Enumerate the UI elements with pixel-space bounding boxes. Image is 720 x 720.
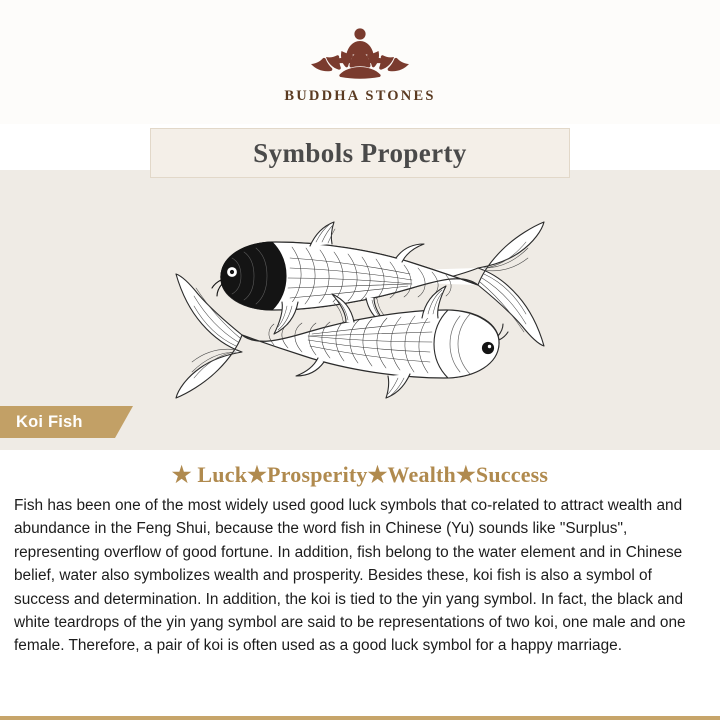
lotus-meditation-icon <box>297 20 423 84</box>
illustration-container <box>160 180 560 440</box>
page-title: Symbols Property <box>253 137 467 168</box>
brand-name: BUDDHA STONES <box>284 88 436 104</box>
caption-label: Koi Fish <box>16 412 83 431</box>
bottom-accent-bar <box>0 716 720 720</box>
title-band-wrapper <box>0 128 720 178</box>
keywords-line: ★ Luck★Prosperity★Wealth★Success <box>171 462 549 487</box>
caption-tag <box>0 406 115 438</box>
description-paragraph: Fish has been one of the most widely used good luck symbols that co-related to attract wealth and abundance in the Feng Shui, because the word fish in Chinese (Yu) sounds like "Surplus", representing overflow of good fortune. In addition, fish belong to the water element and in Chinese belief, water also symbolizes wealth and prosperity. Besides these, koi fish is also a symbol of success and determination. In addition, the koi is tied to the yin yang symbol. In fact, the black and white teardrops of the yin yang symbol are said to be representations of two koi, one male and one female. Therefore, a pair of koi is often used as a good luck symbol for a happy marriage. <box>14 497 686 655</box>
description-section <box>0 450 720 720</box>
title-band <box>150 128 570 178</box>
brand-header <box>0 0 720 124</box>
koi-fish-yin-yang-illustration <box>160 180 560 440</box>
